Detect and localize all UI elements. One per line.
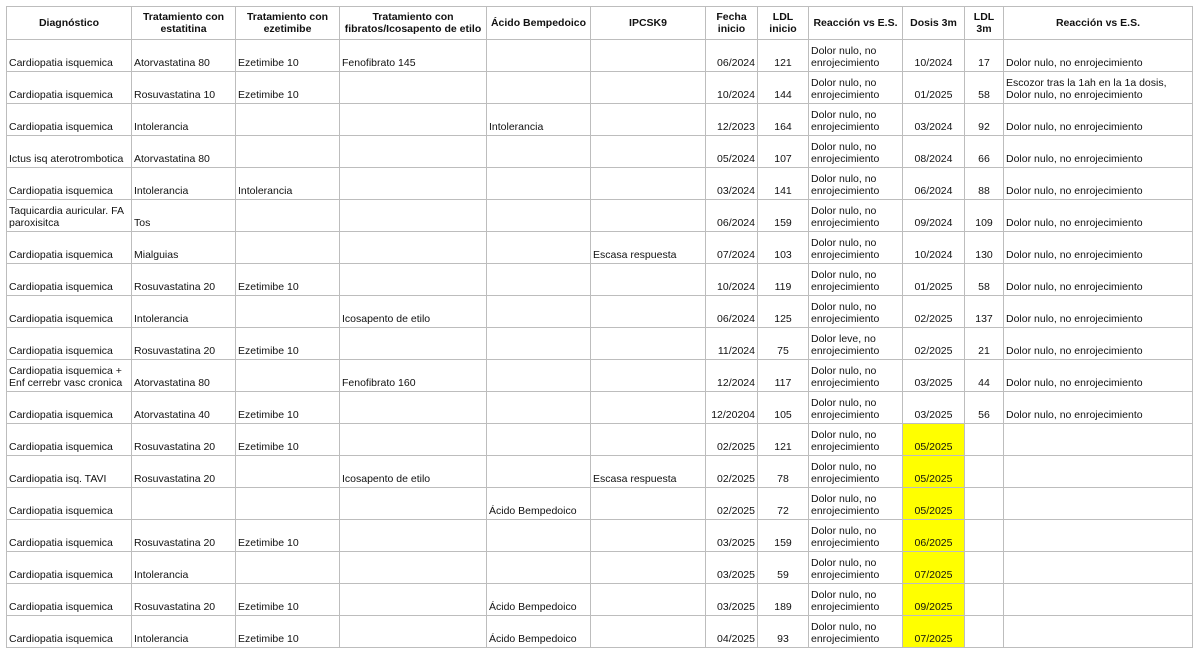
cell-acido-bempedoico[interactable] <box>487 424 591 456</box>
cell-estatina[interactable]: Atorvastatina 80 <box>132 136 236 168</box>
cell-reaccion-3m[interactable]: Dolor nulo, no enrojecimiento <box>1004 296 1193 328</box>
cell-ipcsk9[interactable] <box>591 392 706 424</box>
header-fibratos[interactable]: Tratamiento con fibratos/Icosapento de etilo <box>340 7 487 40</box>
cell-reaccion-3m[interactable] <box>1004 456 1193 488</box>
cell-acido-bempedoico[interactable] <box>487 456 591 488</box>
cell-ldl-inicio[interactable]: 159 <box>758 520 809 552</box>
cell-fibratos[interactable] <box>340 232 487 264</box>
cell-fecha-inicio[interactable]: 02/2025 <box>706 488 758 520</box>
cell-ldl-3m[interactable] <box>965 424 1004 456</box>
cell-ipcsk9[interactable] <box>591 136 706 168</box>
cell-reaccion-inicio[interactable]: Dolor nulo, no enrojecimiento <box>809 232 903 264</box>
table-row <box>7 360 1193 392</box>
cell-ezetimibe[interactable]: Ezetimibe 10 <box>236 72 340 104</box>
cell-ldl-inicio[interactable]: 144 <box>758 72 809 104</box>
cell-reaccion-3m[interactable]: Dolor nulo, no enrojecimiento <box>1004 40 1193 72</box>
cell-ipcsk9[interactable] <box>591 360 706 392</box>
cell-reaccion-inicio[interactable]: Dolor nulo, no enrojecimiento <box>809 360 903 392</box>
header-reaccion-inicio[interactable]: Reacción vs E.S. <box>809 7 903 40</box>
cell-dosis-3m[interactable]: 09/2025 <box>903 584 965 616</box>
table-row <box>7 488 1193 520</box>
cell-acido-bempedoico[interactable] <box>487 328 591 360</box>
cell-dosis-3m[interactable]: 07/2025 <box>903 616 965 648</box>
cell-fecha-inicio[interactable]: 12/2024 <box>706 360 758 392</box>
data-table <box>6 6 1193 648</box>
cell-estatina[interactable]: Mialguias <box>132 232 236 264</box>
table-row <box>7 136 1193 168</box>
table-row <box>7 520 1193 552</box>
cell-diagnostico[interactable]: Cardiopatia isquemica <box>7 104 132 136</box>
cell-ldl-inicio[interactable]: 121 <box>758 424 809 456</box>
cell-estatina[interactable]: Atorvastatina 80 <box>132 360 236 392</box>
cell-fibratos[interactable]: Icosapento de etilo <box>340 296 487 328</box>
cell-acido-bempedoico[interactable] <box>487 200 591 232</box>
cell-estatina[interactable]: Intolerancia <box>132 616 236 648</box>
cell-reaccion-3m[interactable]: Escozor tras la 1ah en la 1a dosis, Dolor nulo, no enrojecimiento <box>1004 72 1193 104</box>
cell-estatina[interactable] <box>132 488 236 520</box>
table-row <box>7 616 1193 648</box>
cell-reaccion-inicio[interactable]: Dolor nulo, no enrojecimiento <box>809 584 903 616</box>
cell-ezetimibe[interactable]: Intolerancia <box>236 168 340 200</box>
cell-ldl-inicio[interactable]: 105 <box>758 392 809 424</box>
cell-dosis-3m[interactable]: 03/2025 <box>903 392 965 424</box>
cell-estatina[interactable]: Intolerancia <box>132 168 236 200</box>
cell-fecha-inicio[interactable]: 10/2024 <box>706 264 758 296</box>
table-body <box>7 40 1193 648</box>
header-ldl-inicio[interactable]: LDL inicio <box>758 7 809 40</box>
cell-fibratos[interactable] <box>340 392 487 424</box>
cell-fibratos[interactable] <box>340 616 487 648</box>
cell-reaccion-3m[interactable]: Dolor nulo, no enrojecimiento <box>1004 104 1193 136</box>
cell-ldl-inicio[interactable]: 117 <box>758 360 809 392</box>
header-ezetimibe[interactable]: Tratamiento con ezetimibe <box>236 7 340 40</box>
cell-fecha-inicio[interactable]: 05/2024 <box>706 136 758 168</box>
table-row <box>7 456 1193 488</box>
cell-reaccion-3m[interactable] <box>1004 520 1193 552</box>
cell-ipcsk9[interactable] <box>591 104 706 136</box>
cell-ipcsk9[interactable] <box>591 328 706 360</box>
cell-dosis-3m[interactable]: 05/2025 <box>903 424 965 456</box>
cell-diagnostico[interactable]: Ictus isq aterotrombotica <box>7 136 132 168</box>
table-row <box>7 40 1193 72</box>
cell-ldl-inicio[interactable]: 125 <box>758 296 809 328</box>
table-row <box>7 232 1193 264</box>
cell-ldl-3m[interactable] <box>965 584 1004 616</box>
cell-ipcsk9[interactable] <box>591 264 706 296</box>
cell-diagnostico[interactable]: Cardiopatia isquemica <box>7 616 132 648</box>
cell-ldl-inicio[interactable]: 93 <box>758 616 809 648</box>
cell-fecha-inicio[interactable]: 12/2023 <box>706 104 758 136</box>
cell-ldl-inicio[interactable]: 78 <box>758 456 809 488</box>
cell-ezetimibe[interactable] <box>236 232 340 264</box>
cell-fibratos[interactable] <box>340 520 487 552</box>
cell-ezetimibe[interactable]: Ezetimibe 10 <box>236 424 340 456</box>
cell-diagnostico[interactable]: Cardiopatia isquemica <box>7 488 132 520</box>
cell-ipcsk9[interactable] <box>591 40 706 72</box>
cell-reaccion-inicio[interactable]: Dolor nulo, no enrojecimiento <box>809 72 903 104</box>
cell-reaccion-3m[interactable]: Dolor nulo, no enrojecimiento <box>1004 136 1193 168</box>
cell-acido-bempedoico[interactable]: Ácido Bempedoico <box>487 616 591 648</box>
cell-reaccion-inicio[interactable]: Dolor nulo, no enrojecimiento <box>809 40 903 72</box>
cell-reaccion-inicio[interactable]: Dolor nulo, no enrojecimiento <box>809 104 903 136</box>
cell-ezetimibe[interactable]: Ezetimibe 10 <box>236 328 340 360</box>
cell-ezetimibe[interactable] <box>236 552 340 584</box>
cell-fibratos[interactable] <box>340 424 487 456</box>
cell-acido-bempedoico[interactable] <box>487 72 591 104</box>
cell-fecha-inicio[interactable]: 06/2024 <box>706 200 758 232</box>
cell-ezetimibe[interactable]: Ezetimibe 10 <box>236 392 340 424</box>
cell-ldl-3m[interactable]: 92 <box>965 104 1004 136</box>
cell-estatina[interactable]: Atorvastatina 80 <box>132 40 236 72</box>
cell-reaccion-3m[interactable] <box>1004 424 1193 456</box>
cell-ezetimibe[interactable] <box>236 488 340 520</box>
cell-diagnostico[interactable]: Cardiopatia isquemica <box>7 168 132 200</box>
cell-ldl-inicio[interactable]: 189 <box>758 584 809 616</box>
header-dosis-3m[interactable]: Dosis 3m <box>903 7 965 40</box>
cell-fecha-inicio[interactable]: 03/2025 <box>706 520 758 552</box>
cell-ipcsk9[interactable] <box>591 616 706 648</box>
cell-ldl-inicio[interactable]: 103 <box>758 232 809 264</box>
cell-estatina[interactable]: Rosuvastatina 20 <box>132 328 236 360</box>
cell-estatina[interactable]: Rosuvastatina 10 <box>132 72 236 104</box>
cell-reaccion-3m[interactable] <box>1004 616 1193 648</box>
cell-fecha-inicio[interactable]: 03/2024 <box>706 168 758 200</box>
cell-fibratos[interactable] <box>340 488 487 520</box>
cell-reaccion-inicio[interactable]: Dolor nulo, no enrojecimiento <box>809 520 903 552</box>
table-row <box>7 104 1193 136</box>
table-row <box>7 552 1193 584</box>
cell-reaccion-inicio[interactable]: Dolor nulo, no enrojecimiento <box>809 456 903 488</box>
cell-ldl-3m[interactable]: 137 <box>965 296 1004 328</box>
cell-acido-bempedoico[interactable]: Ácido Bempedoico <box>487 488 591 520</box>
cell-acido-bempedoico[interactable] <box>487 552 591 584</box>
cell-dosis-3m[interactable]: 01/2025 <box>903 72 965 104</box>
cell-reaccion-inicio[interactable]: Dolor nulo, no enrojecimiento <box>809 616 903 648</box>
cell-ezetimibe[interactable]: Ezetimibe 10 <box>236 616 340 648</box>
cell-diagnostico[interactable]: Cardiopatia isquemica <box>7 584 132 616</box>
cell-ldl-3m[interactable] <box>965 520 1004 552</box>
cell-diagnostico[interactable]: Taquicardia auricular. FA paroxisitca <box>7 200 132 232</box>
header-ldl-3m[interactable]: LDL 3m <box>965 7 1004 40</box>
cell-diagnostico[interactable]: Cardiopatia isquemica <box>7 72 132 104</box>
header-reaccion-3m[interactable]: Reacción vs E.S. <box>1004 7 1193 40</box>
cell-ezetimibe[interactable]: Ezetimibe 10 <box>236 40 340 72</box>
cell-dosis-3m[interactable]: 02/2025 <box>903 296 965 328</box>
cell-ipcsk9[interactable] <box>591 168 706 200</box>
cell-reaccion-inicio[interactable]: Dolor nulo, no enrojecimiento <box>809 136 903 168</box>
cell-dosis-3m[interactable]: 06/2024 <box>903 168 965 200</box>
cell-dosis-3m[interactable]: 03/2024 <box>903 104 965 136</box>
cell-ldl-inicio[interactable]: 159 <box>758 200 809 232</box>
cell-ipcsk9[interactable] <box>591 552 706 584</box>
cell-fecha-inicio[interactable]: 03/2025 <box>706 552 758 584</box>
cell-fibratos[interactable] <box>340 72 487 104</box>
cell-ipcsk9[interactable] <box>591 520 706 552</box>
cell-reaccion-inicio[interactable]: Dolor leve, no enrojecimiento <box>809 328 903 360</box>
cell-ipcsk9[interactable] <box>591 424 706 456</box>
table-row <box>7 296 1193 328</box>
cell-dosis-3m[interactable]: 02/2025 <box>903 328 965 360</box>
cell-ldl-inicio[interactable]: 75 <box>758 328 809 360</box>
cell-fecha-inicio[interactable]: 10/2024 <box>706 72 758 104</box>
cell-ldl-inicio[interactable]: 119 <box>758 264 809 296</box>
cell-estatina[interactable]: Rosuvastatina 20 <box>132 264 236 296</box>
cell-ldl-inicio[interactable]: 141 <box>758 168 809 200</box>
header-estatina[interactable]: Tratamiento con estatitina <box>132 7 236 40</box>
cell-ldl-3m[interactable]: 17 <box>965 40 1004 72</box>
cell-ldl-3m[interactable]: 66 <box>965 136 1004 168</box>
table-row <box>7 168 1193 200</box>
cell-ldl-inicio[interactable]: 164 <box>758 104 809 136</box>
cell-fibratos[interactable] <box>340 328 487 360</box>
cell-diagnostico[interactable]: Cardiopatia isquemica <box>7 424 132 456</box>
cell-ezetimibe[interactable] <box>236 200 340 232</box>
cell-fibratos[interactable] <box>340 584 487 616</box>
cell-diagnostico[interactable]: Cardiopatia isquemica <box>7 520 132 552</box>
cell-ezetimibe[interactable]: Ezetimibe 10 <box>236 520 340 552</box>
cell-fecha-inicio[interactable]: 06/2024 <box>706 296 758 328</box>
cell-reaccion-3m[interactable]: Dolor nulo, no enrojecimiento <box>1004 360 1193 392</box>
cell-ipcsk9[interactable] <box>591 72 706 104</box>
header-row <box>7 7 1193 40</box>
cell-dosis-3m[interactable]: 03/2025 <box>903 360 965 392</box>
cell-diagnostico[interactable]: Cardiopatia isquemica <box>7 264 132 296</box>
cell-acido-bempedoico[interactable] <box>487 360 591 392</box>
cell-reaccion-3m[interactable]: Dolor nulo, no enrojecimiento <box>1004 168 1193 200</box>
cell-diagnostico[interactable]: Cardiopatia isquemica <box>7 392 132 424</box>
cell-fibratos[interactable] <box>340 136 487 168</box>
table-row <box>7 72 1193 104</box>
table-row <box>7 328 1193 360</box>
cell-diagnostico[interactable]: Cardiopatia isq. TAVI <box>7 456 132 488</box>
cell-reaccion-3m[interactable] <box>1004 488 1193 520</box>
cell-diagnostico[interactable]: Cardiopatia isquemica <box>7 40 132 72</box>
cell-ldl-3m[interactable]: 56 <box>965 392 1004 424</box>
cell-fibratos[interactable] <box>340 104 487 136</box>
cell-ezetimibe[interactable] <box>236 104 340 136</box>
cell-reaccion-inicio[interactable]: Dolor nulo, no enrojecimiento <box>809 488 903 520</box>
cell-ezetimibe[interactable] <box>236 456 340 488</box>
cell-reaccion-inicio[interactable]: Dolor nulo, no enrojecimiento <box>809 264 903 296</box>
cell-ldl-inicio[interactable]: 59 <box>758 552 809 584</box>
cell-dosis-3m[interactable]: 05/2025 <box>903 488 965 520</box>
cell-ldl-3m[interactable]: 58 <box>965 264 1004 296</box>
cell-ldl-3m[interactable] <box>965 456 1004 488</box>
cell-fecha-inicio[interactable]: 02/2025 <box>706 424 758 456</box>
cell-dosis-3m[interactable]: 10/2024 <box>903 232 965 264</box>
cell-reaccion-inicio[interactable]: Dolor nulo, no enrojecimiento <box>809 200 903 232</box>
cell-ezetimibe[interactable]: Ezetimibe 10 <box>236 584 340 616</box>
cell-ezetimibe[interactable]: Ezetimibe 10 <box>236 264 340 296</box>
cell-dosis-3m[interactable]: 10/2024 <box>903 40 965 72</box>
cell-estatina[interactable]: Rosuvastatina 20 <box>132 424 236 456</box>
cell-ipcsk9[interactable]: Escasa respuesta <box>591 456 706 488</box>
cell-reaccion-inicio[interactable]: Dolor nulo, no enrojecimiento <box>809 168 903 200</box>
cell-reaccion-inicio[interactable]: Dolor nulo, no enrojecimiento <box>809 424 903 456</box>
cell-acido-bempedoico[interactable] <box>487 136 591 168</box>
cell-acido-bempedoico[interactable] <box>487 520 591 552</box>
cell-ldl-3m[interactable]: 58 <box>965 72 1004 104</box>
cell-diagnostico[interactable]: Cardiopatia isquemica <box>7 328 132 360</box>
cell-acido-bempedoico[interactable] <box>487 168 591 200</box>
cell-estatina[interactable]: Intolerancia <box>132 104 236 136</box>
cell-reaccion-3m[interactable]: Dolor nulo, no enrojecimiento <box>1004 328 1193 360</box>
header-fecha-inicio[interactable]: Fecha inicio <box>706 7 758 40</box>
table-row <box>7 200 1193 232</box>
cell-estatina[interactable]: Rosuvastatina 20 <box>132 456 236 488</box>
cell-estatina[interactable]: Atorvastatina 40 <box>132 392 236 424</box>
table-row <box>7 392 1193 424</box>
cell-fibratos[interactable] <box>340 552 487 584</box>
cell-ldl-3m[interactable]: 88 <box>965 168 1004 200</box>
cell-ezetimibe[interactable] <box>236 360 340 392</box>
cell-reaccion-3m[interactable] <box>1004 552 1193 584</box>
cell-diagnostico[interactable]: Cardiopatia isquemica + Enf cerrebr vasc cronica <box>7 360 132 392</box>
cell-ldl-3m[interactable]: 21 <box>965 328 1004 360</box>
cell-ldl-inicio[interactable]: 72 <box>758 488 809 520</box>
header-acido-bempedoico[interactable]: Ácido Bempedoico <box>487 7 591 40</box>
cell-ldl-3m[interactable] <box>965 616 1004 648</box>
cell-estatina[interactable]: Rosuvastatina 20 <box>132 520 236 552</box>
cell-estatina[interactable]: Intolerancia <box>132 552 236 584</box>
cell-reaccion-3m[interactable]: Dolor nulo, no enrojecimiento <box>1004 392 1193 424</box>
cell-dosis-3m[interactable]: 06/2025 <box>903 520 965 552</box>
cell-fecha-inicio[interactable]: 04/2025 <box>706 616 758 648</box>
cell-ezetimibe[interactable] <box>236 136 340 168</box>
header-ipcsk9[interactable]: IPCSK9 <box>591 7 706 40</box>
table-row <box>7 584 1193 616</box>
cell-ipcsk9[interactable] <box>591 200 706 232</box>
cell-dosis-3m[interactable]: 01/2025 <box>903 264 965 296</box>
cell-reaccion-inicio[interactable]: Dolor nulo, no enrojecimiento <box>809 552 903 584</box>
cell-fecha-inicio[interactable]: 06/2024 <box>706 40 758 72</box>
cell-acido-bempedoico[interactable] <box>487 392 591 424</box>
cell-reaccion-3m[interactable]: Dolor nulo, no enrojecimiento <box>1004 264 1193 296</box>
cell-estatina[interactable]: Tos <box>132 200 236 232</box>
cell-dosis-3m[interactable]: 08/2024 <box>903 136 965 168</box>
cell-ipcsk9[interactable] <box>591 488 706 520</box>
cell-fecha-inicio[interactable]: 02/2025 <box>706 456 758 488</box>
cell-acido-bempedoico[interactable] <box>487 296 591 328</box>
header-diagnostico[interactable]: Diagnóstico <box>7 7 132 40</box>
cell-acido-bempedoico[interactable]: Intolerancia <box>487 104 591 136</box>
cell-reaccion-3m[interactable] <box>1004 584 1193 616</box>
cell-fecha-inicio[interactable]: 07/2024 <box>706 232 758 264</box>
cell-acido-bempedoico[interactable] <box>487 264 591 296</box>
cell-fibratos[interactable] <box>340 200 487 232</box>
cell-ldl-inicio[interactable]: 107 <box>758 136 809 168</box>
cell-fecha-inicio[interactable]: 11/2024 <box>706 328 758 360</box>
cell-diagnostico[interactable]: Cardiopatia isquemica <box>7 296 132 328</box>
cell-reaccion-inicio[interactable]: Dolor nulo, no enrojecimiento <box>809 296 903 328</box>
cell-fibratos[interactable] <box>340 168 487 200</box>
cell-ipcsk9[interactable] <box>591 584 706 616</box>
cell-fibratos[interactable]: Icosapento de etilo <box>340 456 487 488</box>
cell-ldl-3m[interactable] <box>965 488 1004 520</box>
cell-ldl-3m[interactable]: 130 <box>965 232 1004 264</box>
cell-fibratos[interactable]: Fenofibrato 145 <box>340 40 487 72</box>
cell-reaccion-3m[interactable]: Dolor nulo, no enrojecimiento <box>1004 200 1193 232</box>
cell-acido-bempedoico[interactable] <box>487 40 591 72</box>
cell-fecha-inicio[interactable]: 03/2025 <box>706 584 758 616</box>
table-row <box>7 424 1193 456</box>
cell-reaccion-3m[interactable]: Dolor nulo, no enrojecimiento <box>1004 232 1193 264</box>
cell-estatina[interactable]: Rosuvastatina 20 <box>132 584 236 616</box>
cell-acido-bempedoico[interactable]: Ácido Bempedoico <box>487 584 591 616</box>
cell-fibratos[interactable]: Fenofibrato 160 <box>340 360 487 392</box>
cell-ldl-3m[interactable]: 44 <box>965 360 1004 392</box>
cell-estatina[interactable]: Intolerancia <box>132 296 236 328</box>
cell-ldl-3m[interactable]: 109 <box>965 200 1004 232</box>
cell-fibratos[interactable] <box>340 264 487 296</box>
cell-ezetimibe[interactable] <box>236 296 340 328</box>
cell-dosis-3m[interactable]: 05/2025 <box>903 456 965 488</box>
cell-diagnostico[interactable]: Cardiopatia isquemica <box>7 232 132 264</box>
cell-ipcsk9[interactable] <box>591 296 706 328</box>
cell-dosis-3m[interactable]: 07/2025 <box>903 552 965 584</box>
cell-diagnostico[interactable]: Cardiopatia isquemica <box>7 552 132 584</box>
cell-dosis-3m[interactable]: 09/2024 <box>903 200 965 232</box>
cell-reaccion-inicio[interactable]: Dolor nulo, no enrojecimiento <box>809 392 903 424</box>
cell-acido-bempedoico[interactable] <box>487 232 591 264</box>
cell-fecha-inicio[interactable]: 12/20204 <box>706 392 758 424</box>
cell-ipcsk9[interactable]: Escasa respuesta <box>591 232 706 264</box>
cell-ldl-inicio[interactable]: 121 <box>758 40 809 72</box>
cell-ldl-3m[interactable] <box>965 552 1004 584</box>
table-row <box>7 264 1193 296</box>
